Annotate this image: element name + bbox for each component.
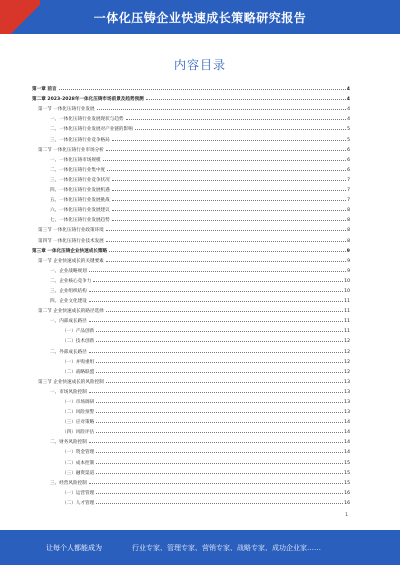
toc-entry[interactable] xyxy=(32,264,350,274)
toc-leader-dots xyxy=(96,422,343,423)
toc-entry-label: 第三节 一体化压铸行业政策环境 xyxy=(38,228,104,234)
toc-entry-page: 8 xyxy=(347,218,350,224)
toc-entry-label: 第二章 2023-2028年一体化压铸市场前景及趋势预测 xyxy=(32,97,144,103)
toc-leader-dots xyxy=(96,372,343,373)
toc-entry-label: （二）人才管理 xyxy=(62,500,95,506)
toc-entry-page: 9 xyxy=(347,258,350,264)
toc-entry[interactable] xyxy=(32,486,350,496)
toc-leader-dots xyxy=(93,281,343,282)
toc-entry-label: 三、经营风险控制 xyxy=(50,480,87,486)
toc-entry[interactable] xyxy=(32,314,350,324)
toc-entry-page: 12 xyxy=(344,339,350,345)
toc-entry-page: 4 xyxy=(347,117,350,123)
toc-entry-page: 15 xyxy=(344,460,350,466)
report-title: 一体化压铸企业快速成长策略研究报告 xyxy=(93,11,307,25)
toc-entry[interactable] xyxy=(32,375,350,385)
toc-entry-page: 7 xyxy=(347,177,350,183)
toc-entry-page: 5 xyxy=(347,127,350,133)
toc-entry-label: 一、一体化压铸行业发展现状与趋势 xyxy=(50,117,124,123)
toc-entry-page: 7 xyxy=(347,198,350,204)
toc-entry-page: 13 xyxy=(344,389,350,395)
toc-entry-label: 一、内部成长路径 xyxy=(50,319,87,325)
toc-leader-dots xyxy=(103,160,347,161)
toc-entry-label: （一）产品创新 xyxy=(62,329,95,335)
toc-entry-label: （一）资金管理 xyxy=(62,450,95,456)
toc-leader-dots xyxy=(89,301,343,302)
toc-leader-dots xyxy=(96,341,343,342)
toc-entry[interactable] xyxy=(32,274,350,284)
footer-tagline: 行业专家、管理专家、营销专家、战略专家、成功企业家…… xyxy=(132,544,321,552)
toc-leader-dots xyxy=(126,119,347,120)
toc-entry-page: 13 xyxy=(344,379,350,385)
toc-entry[interactable] xyxy=(32,294,350,304)
toc-entry-page: 14 xyxy=(344,430,350,436)
table-of-contents xyxy=(32,82,350,506)
toc-leader-dots xyxy=(146,99,346,100)
toc-entry[interactable] xyxy=(32,395,350,405)
toc-entry[interactable] xyxy=(32,92,350,102)
toc-entry[interactable] xyxy=(32,385,350,395)
toc-entry[interactable] xyxy=(32,304,350,314)
toc-entry[interactable] xyxy=(32,476,350,486)
toc-entry[interactable] xyxy=(32,415,350,425)
toc-leader-dots xyxy=(89,271,346,272)
toc-entry-label: （二）风险预警 xyxy=(62,410,95,416)
footer-slogan: 让每个人都能成为 xyxy=(46,544,102,552)
toc-entry-page: 9 xyxy=(347,268,350,274)
toc-entry-page: 6 xyxy=(347,167,350,173)
toc-entry-page: 16 xyxy=(344,500,350,506)
toc-entry-label: （一）并购重组 xyxy=(62,359,95,365)
toc-entry-label: 三、一体化压铸行业竞争状况 xyxy=(50,177,110,183)
toc-entry-page: 14 xyxy=(344,420,350,426)
toc-entry[interactable] xyxy=(32,132,350,142)
toc-entry[interactable] xyxy=(32,284,350,294)
toc-leader-dots xyxy=(107,170,346,171)
toc-leader-dots xyxy=(89,291,343,292)
toc-entry-page: 11 xyxy=(344,299,350,305)
toc-entry[interactable] xyxy=(32,344,350,354)
toc-entry-label: 二、外部成长路径 xyxy=(50,349,87,355)
toc-leader-dots xyxy=(96,402,343,403)
toc-leader-dots xyxy=(106,150,346,151)
toc-entry-label: 一、市场风险控制 xyxy=(50,389,87,395)
toc-leader-dots xyxy=(96,412,343,413)
toc-leader-dots xyxy=(89,442,343,443)
toc-entry[interactable] xyxy=(32,435,350,445)
toc-entry-label: （四）风险评估 xyxy=(62,430,95,436)
toc-leader-dots xyxy=(96,432,343,433)
toc-entry-label: （二）战略联盟 xyxy=(62,369,95,375)
toc-leader-dots xyxy=(96,473,343,474)
toc-leader-dots xyxy=(106,311,343,312)
toc-entry-label: 二、一体化压铸行业发展对产业链的影响 xyxy=(50,127,133,133)
toc-entry-page: 11 xyxy=(344,309,350,315)
toc-entry-page: 4 xyxy=(346,97,350,103)
toc-entry[interactable] xyxy=(32,102,350,112)
toc-entry[interactable] xyxy=(32,405,350,415)
toc-entry-page: 4 xyxy=(347,107,350,113)
toc-entry-label: 三、企业组织结构 xyxy=(50,288,87,294)
page-number: 1 xyxy=(345,513,348,518)
toc-entry[interactable] xyxy=(32,466,350,476)
toc-entry-page: 10 xyxy=(344,278,350,284)
toc-entry[interactable] xyxy=(32,153,350,163)
toc-entry-label: 第一章 前言 xyxy=(32,87,57,93)
toc-entry-page: 15 xyxy=(344,480,350,486)
toc-entry-label: 第一节 企业快速成长的关键要素 xyxy=(38,258,104,264)
toc-entry-page: 13 xyxy=(344,410,350,416)
toc-entry-page: 9 xyxy=(346,248,350,254)
toc-entry[interactable] xyxy=(32,244,350,254)
toc-entry[interactable] xyxy=(32,355,350,365)
toc-entry[interactable] xyxy=(32,163,350,173)
toc-entry[interactable] xyxy=(32,213,350,223)
toc-entry[interactable] xyxy=(32,122,350,132)
toc-entry-label: （二）成本控制 xyxy=(62,460,95,466)
toc-entry[interactable] xyxy=(32,203,350,213)
toc-entry-page: 6 xyxy=(347,147,350,153)
toc-entry[interactable] xyxy=(32,223,350,233)
toc-leader-dots xyxy=(89,392,343,393)
toc-entry[interactable] xyxy=(32,193,350,203)
toc-entry[interactable] xyxy=(32,183,350,193)
toc-entry-label: （二）技术创新 xyxy=(62,339,95,345)
toc-leader-dots xyxy=(96,503,343,504)
toc-entry-page: 11 xyxy=(344,319,350,325)
toc-entry[interactable] xyxy=(32,112,350,122)
toc-leader-dots xyxy=(89,321,343,322)
toc-leader-dots xyxy=(106,382,343,383)
toc-entry-label: 四、一体化压铸行业发展机遇 xyxy=(50,188,110,194)
toc-entry-page: 15 xyxy=(344,470,350,476)
toc-entry-label: 一、一体化压铸市场规模 xyxy=(50,157,101,163)
toc-leader-dots xyxy=(89,352,343,353)
toc-entry-page: 6 xyxy=(347,157,350,163)
toc-leader-dots xyxy=(96,362,343,363)
toc-entry-page: 16 xyxy=(344,490,350,496)
toc-leader-dots xyxy=(106,241,346,242)
toc-entry[interactable] xyxy=(32,425,350,435)
toc-entry-label: 二、一体化压铸行业集中度 xyxy=(50,167,106,173)
toc-entry-page: 13 xyxy=(344,400,350,405)
toc-entry-page: 10 xyxy=(344,288,350,294)
toc-entry-page: 14 xyxy=(344,440,350,446)
toc-entry-page: 12 xyxy=(344,359,350,365)
toc-entry-label: 一、企业战略规划 xyxy=(50,268,87,274)
toc-entry[interactable] xyxy=(32,173,350,183)
toc-entry-page: 11 xyxy=(344,329,350,335)
toc-entry-label: 第三章 一体化压铸企业快速成长策略 xyxy=(32,248,108,254)
toc-leader-dots xyxy=(96,493,343,494)
toc-entry-label: 四、企业文化建设 xyxy=(50,299,87,305)
toc-entry-label: 五、一体化压铸行业发展挑战 xyxy=(50,198,110,204)
footer-bar xyxy=(0,530,400,565)
toc-entry-label: 三、一体化压铸行业竞争格局 xyxy=(50,137,110,143)
toc-leader-dots xyxy=(96,331,343,332)
toc-entry-page: 7 xyxy=(347,188,350,194)
toc-entry[interactable] xyxy=(32,143,350,153)
toc-entry-page: 8 xyxy=(347,238,350,244)
toc-entry-label: 二、财务风险控制 xyxy=(50,440,87,446)
toc-entry[interactable] xyxy=(32,445,350,455)
toc-leader-dots xyxy=(112,190,346,191)
toc-entry[interactable] xyxy=(32,334,350,344)
toc-entry-page: 14 xyxy=(344,450,350,456)
toc-leader-dots xyxy=(135,129,346,130)
toc-leader-dots xyxy=(96,452,343,453)
toc-entry-label: 六、一体化压铸行业发展建议 xyxy=(50,208,110,214)
toc-entry-label: 第三节 企业快速成长的风险控制 xyxy=(38,379,104,385)
toc-entry-label: （三）融资渠道 xyxy=(62,470,95,476)
toc-leader-dots xyxy=(112,180,346,181)
toc-entry-label: （三）应对策略 xyxy=(62,420,95,426)
toc-entry-label: （一）市场调研 xyxy=(62,400,95,405)
toc-entry[interactable] xyxy=(32,365,350,375)
toc-leader-dots xyxy=(112,210,346,211)
toc-entry[interactable] xyxy=(32,82,350,92)
toc-entry[interactable] xyxy=(32,254,350,264)
toc-entry-page: 8 xyxy=(347,228,350,234)
toc-entry[interactable] xyxy=(32,496,350,506)
toc-leader-dots xyxy=(89,483,343,484)
toc-entry-label: 第二节 一体化压铸行业市场分析 xyxy=(38,147,104,153)
toc-entry-label: 二、企业核心竞争力 xyxy=(50,278,92,284)
toc-entry-page: 12 xyxy=(344,349,350,355)
toc-leader-dots xyxy=(97,109,346,110)
toc-leader-dots xyxy=(59,89,346,90)
toc-leader-dots xyxy=(112,200,346,201)
toc-entry-label: （一）运营管理 xyxy=(62,490,95,496)
toc-leader-dots xyxy=(106,230,346,231)
toc-leader-dots xyxy=(112,220,346,221)
toc-entry-label: 第一节 一体化压铸行业发展 xyxy=(38,107,95,113)
toc-entry-page: 5 xyxy=(347,137,350,143)
toc-entry-label: 第四节 一体化压铸行业技术发展 xyxy=(38,238,104,244)
header-bar xyxy=(0,0,400,34)
toc-entry-label: 第二节 企业快速成长的路径选择 xyxy=(38,309,104,315)
toc-entry[interactable] xyxy=(32,455,350,465)
toc-entry-page: 8 xyxy=(347,208,350,214)
toc-entry[interactable] xyxy=(32,324,350,334)
toc-title: 内容目录 xyxy=(173,58,226,72)
toc-entry[interactable] xyxy=(32,233,350,243)
toc-entry-page: 4 xyxy=(346,87,350,93)
toc-leader-dots xyxy=(106,261,346,262)
toc-leader-dots xyxy=(109,251,346,252)
toc-entry-page: 12 xyxy=(344,369,350,375)
toc-entry-label: 七、一体化压铸行业发展趋势 xyxy=(50,218,110,224)
toc-leader-dots xyxy=(112,140,346,141)
toc-leader-dots xyxy=(96,463,343,464)
